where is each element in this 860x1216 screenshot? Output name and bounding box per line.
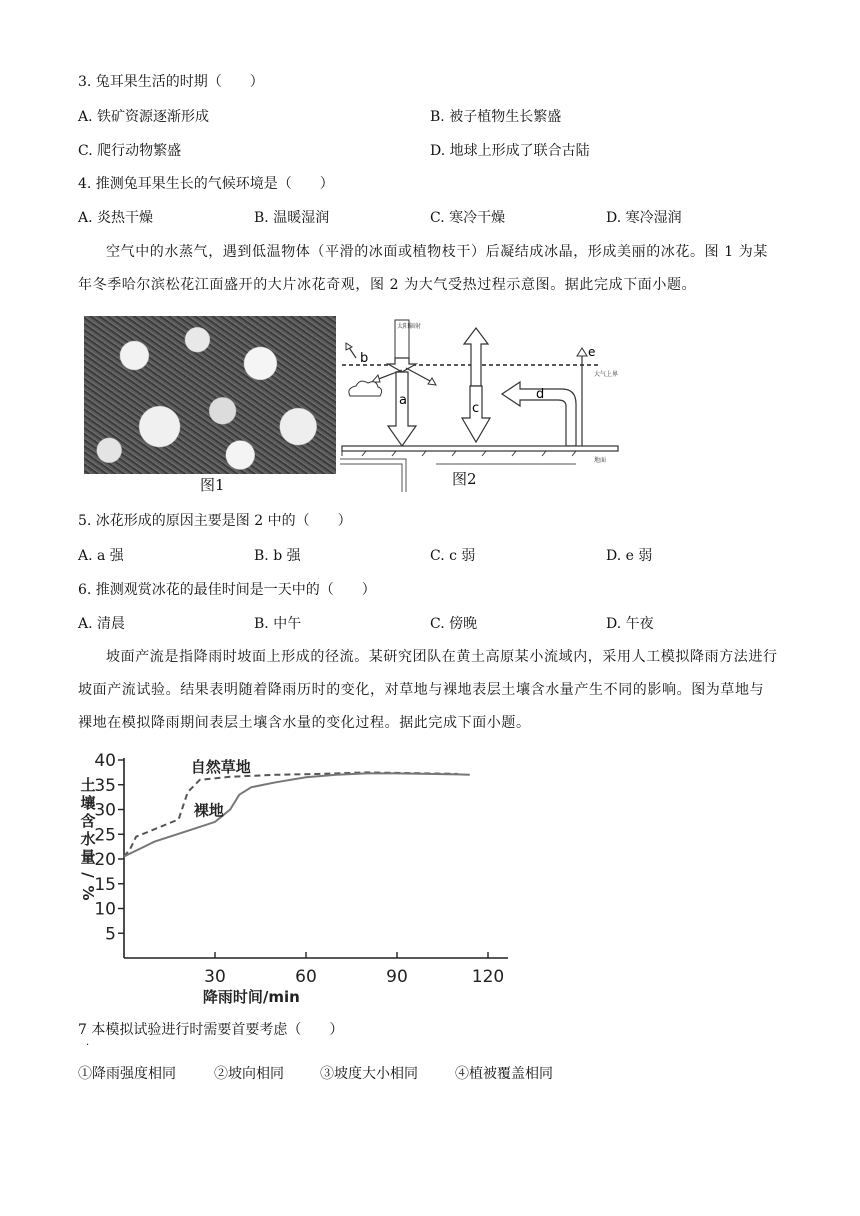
y-axis-label-char: 水	[80, 830, 96, 848]
figure-2-caption: 图2	[452, 470, 477, 488]
passage-runoff-text: 坡面产流是指降雨时坡面上形成的径流。某研究团队在黄土高原某小流域内，采用人工模拟降雨方法进行坡面产流试验。结果表明随着降雨历时的变化，对草地与裸地表层土壤含水量产生不同的影响。图为草地与裸地在模拟降雨期间表层土壤含水量的变化过程。据此完成下面小题。	[78, 649, 778, 731]
x-axis-label: 降雨时间/min	[202, 988, 300, 1006]
question-3-option-a[interactable]: A. 铁矿资源逐渐形成	[78, 109, 210, 125]
question-5-option-a[interactable]: A. a 强	[78, 548, 124, 564]
series-line-bare-land	[124, 773, 470, 856]
y-axis-label-char: %	[79, 885, 97, 901]
passage-ice-flower	[78, 236, 778, 302]
x-tick-label: 60	[295, 967, 317, 987]
question-4-stem: 4. 推测兔耳果生长的气候环境是（ ）	[78, 176, 334, 192]
question-3-option-d[interactable]: D. 地球上形成了联合古陆	[430, 143, 590, 159]
question-5-stem: 5. 冰花形成的原因主要是图 2 中的（ ）	[78, 513, 352, 529]
y-tick-label: 5	[105, 924, 116, 945]
soil-moisture-chart	[74, 750, 514, 1006]
y-axis-label-char: /	[79, 872, 97, 878]
x-tick-label: 30	[204, 967, 226, 987]
atmospheric-heating-diagram	[336, 314, 622, 494]
question-6-option-b[interactable]: B. 中午	[254, 616, 302, 632]
y-tick-label: 15	[94, 874, 116, 895]
question-7-option-3[interactable]: ③坡度大小相同	[320, 1066, 418, 1082]
question-6-option-c[interactable]: C. 傍晚	[430, 616, 478, 632]
question-7-option-2[interactable]: ②坡向相同	[214, 1066, 284, 1082]
atmosphere-top-label: 大气上界	[594, 371, 619, 378]
label-e: e	[588, 345, 596, 359]
y-tick-label: 40	[94, 751, 116, 771]
arrow-a	[388, 372, 416, 446]
y-tick-label: 35	[94, 775, 116, 796]
series-line-grassland	[124, 772, 458, 856]
y-tick-label: 25	[94, 825, 116, 846]
bullet-dot: ·	[86, 1040, 90, 1051]
solar-radiation-label: 太阳辐射	[397, 323, 422, 330]
passage-runoff	[78, 641, 778, 740]
question-3-option-b[interactable]: B. 被子植物生长繁盛	[430, 109, 562, 125]
question-4-option-d[interactable]: D. 寒冷湿润	[606, 210, 682, 226]
question-5-option-d[interactable]: D. e 弱	[606, 548, 653, 564]
question-6-option-a[interactable]: A. 清晨	[78, 616, 126, 632]
y-axis-label-char: 含	[80, 812, 96, 830]
y-axis-label-char: 土	[80, 776, 96, 794]
question-7-stem: 7 本模拟试验进行时需要首要考虑（ ）	[78, 1022, 344, 1038]
label-a: a	[399, 393, 407, 408]
question-7-option-4[interactable]: ④植被覆盖相同	[455, 1066, 553, 1082]
ground-surface	[342, 446, 618, 451]
ground-label: 地面	[594, 457, 607, 464]
x-tick-label: 120	[471, 967, 505, 987]
series-label-grassland: 自然草地	[190, 757, 251, 776]
question-3-stem: 3. 兔耳果生活的时期（ ）	[78, 74, 264, 90]
label-d: d	[536, 387, 545, 402]
label-c: c	[472, 401, 480, 416]
y-tick-label: 20	[94, 850, 116, 870]
question-4-option-b[interactable]: B. 温暖湿润	[254, 210, 330, 226]
reflect-arrow-right	[406, 368, 432, 382]
question-6-stem: 6. 推测观赏冰花的最佳时间是一天中的（ ）	[78, 582, 376, 598]
cloud-icon	[349, 381, 382, 396]
passage-ice-flower-text: 空气中的水蒸气，遇到低温物体（平滑的冰面或植物枝干）后凝结成冰晶，形成美丽的冰花。图 1 为某年冬季哈尔滨松花江面盛开的大片冰花奇观，图 2 为大气受热过程示意图。据此完成下面小题。	[78, 244, 769, 293]
question-4-option-c[interactable]: C. 寒冷干燥	[430, 210, 506, 226]
y-axis-label-char: 量	[80, 848, 96, 866]
figure-1-caption: 图1	[200, 476, 225, 494]
question-4-option-a[interactable]: A. 炎热干燥	[78, 210, 154, 226]
series-label-bare-land: 裸地	[193, 801, 224, 820]
ground-radiation-up-arrow	[464, 328, 488, 386]
ice-flower-photo	[84, 316, 336, 474]
question-5-option-c[interactable]: C. c 弱	[430, 548, 476, 564]
question-3-option-c[interactable]: C. 爬行动物繁盛	[78, 143, 182, 159]
question-6-option-d[interactable]: D. 午夜	[606, 616, 654, 632]
question-7-option-1[interactable]: ①降雨强度相同	[78, 1066, 176, 1082]
question-5-option-b[interactable]: B. b 强	[254, 548, 301, 564]
x-tick-label: 90	[386, 967, 408, 987]
y-axis-label-char: 壤	[80, 794, 96, 812]
y-tick-label: 10	[94, 899, 116, 920]
solar-arrow-head	[388, 358, 416, 372]
label-b: b	[360, 351, 369, 366]
y-tick-label: 30	[94, 800, 116, 821]
